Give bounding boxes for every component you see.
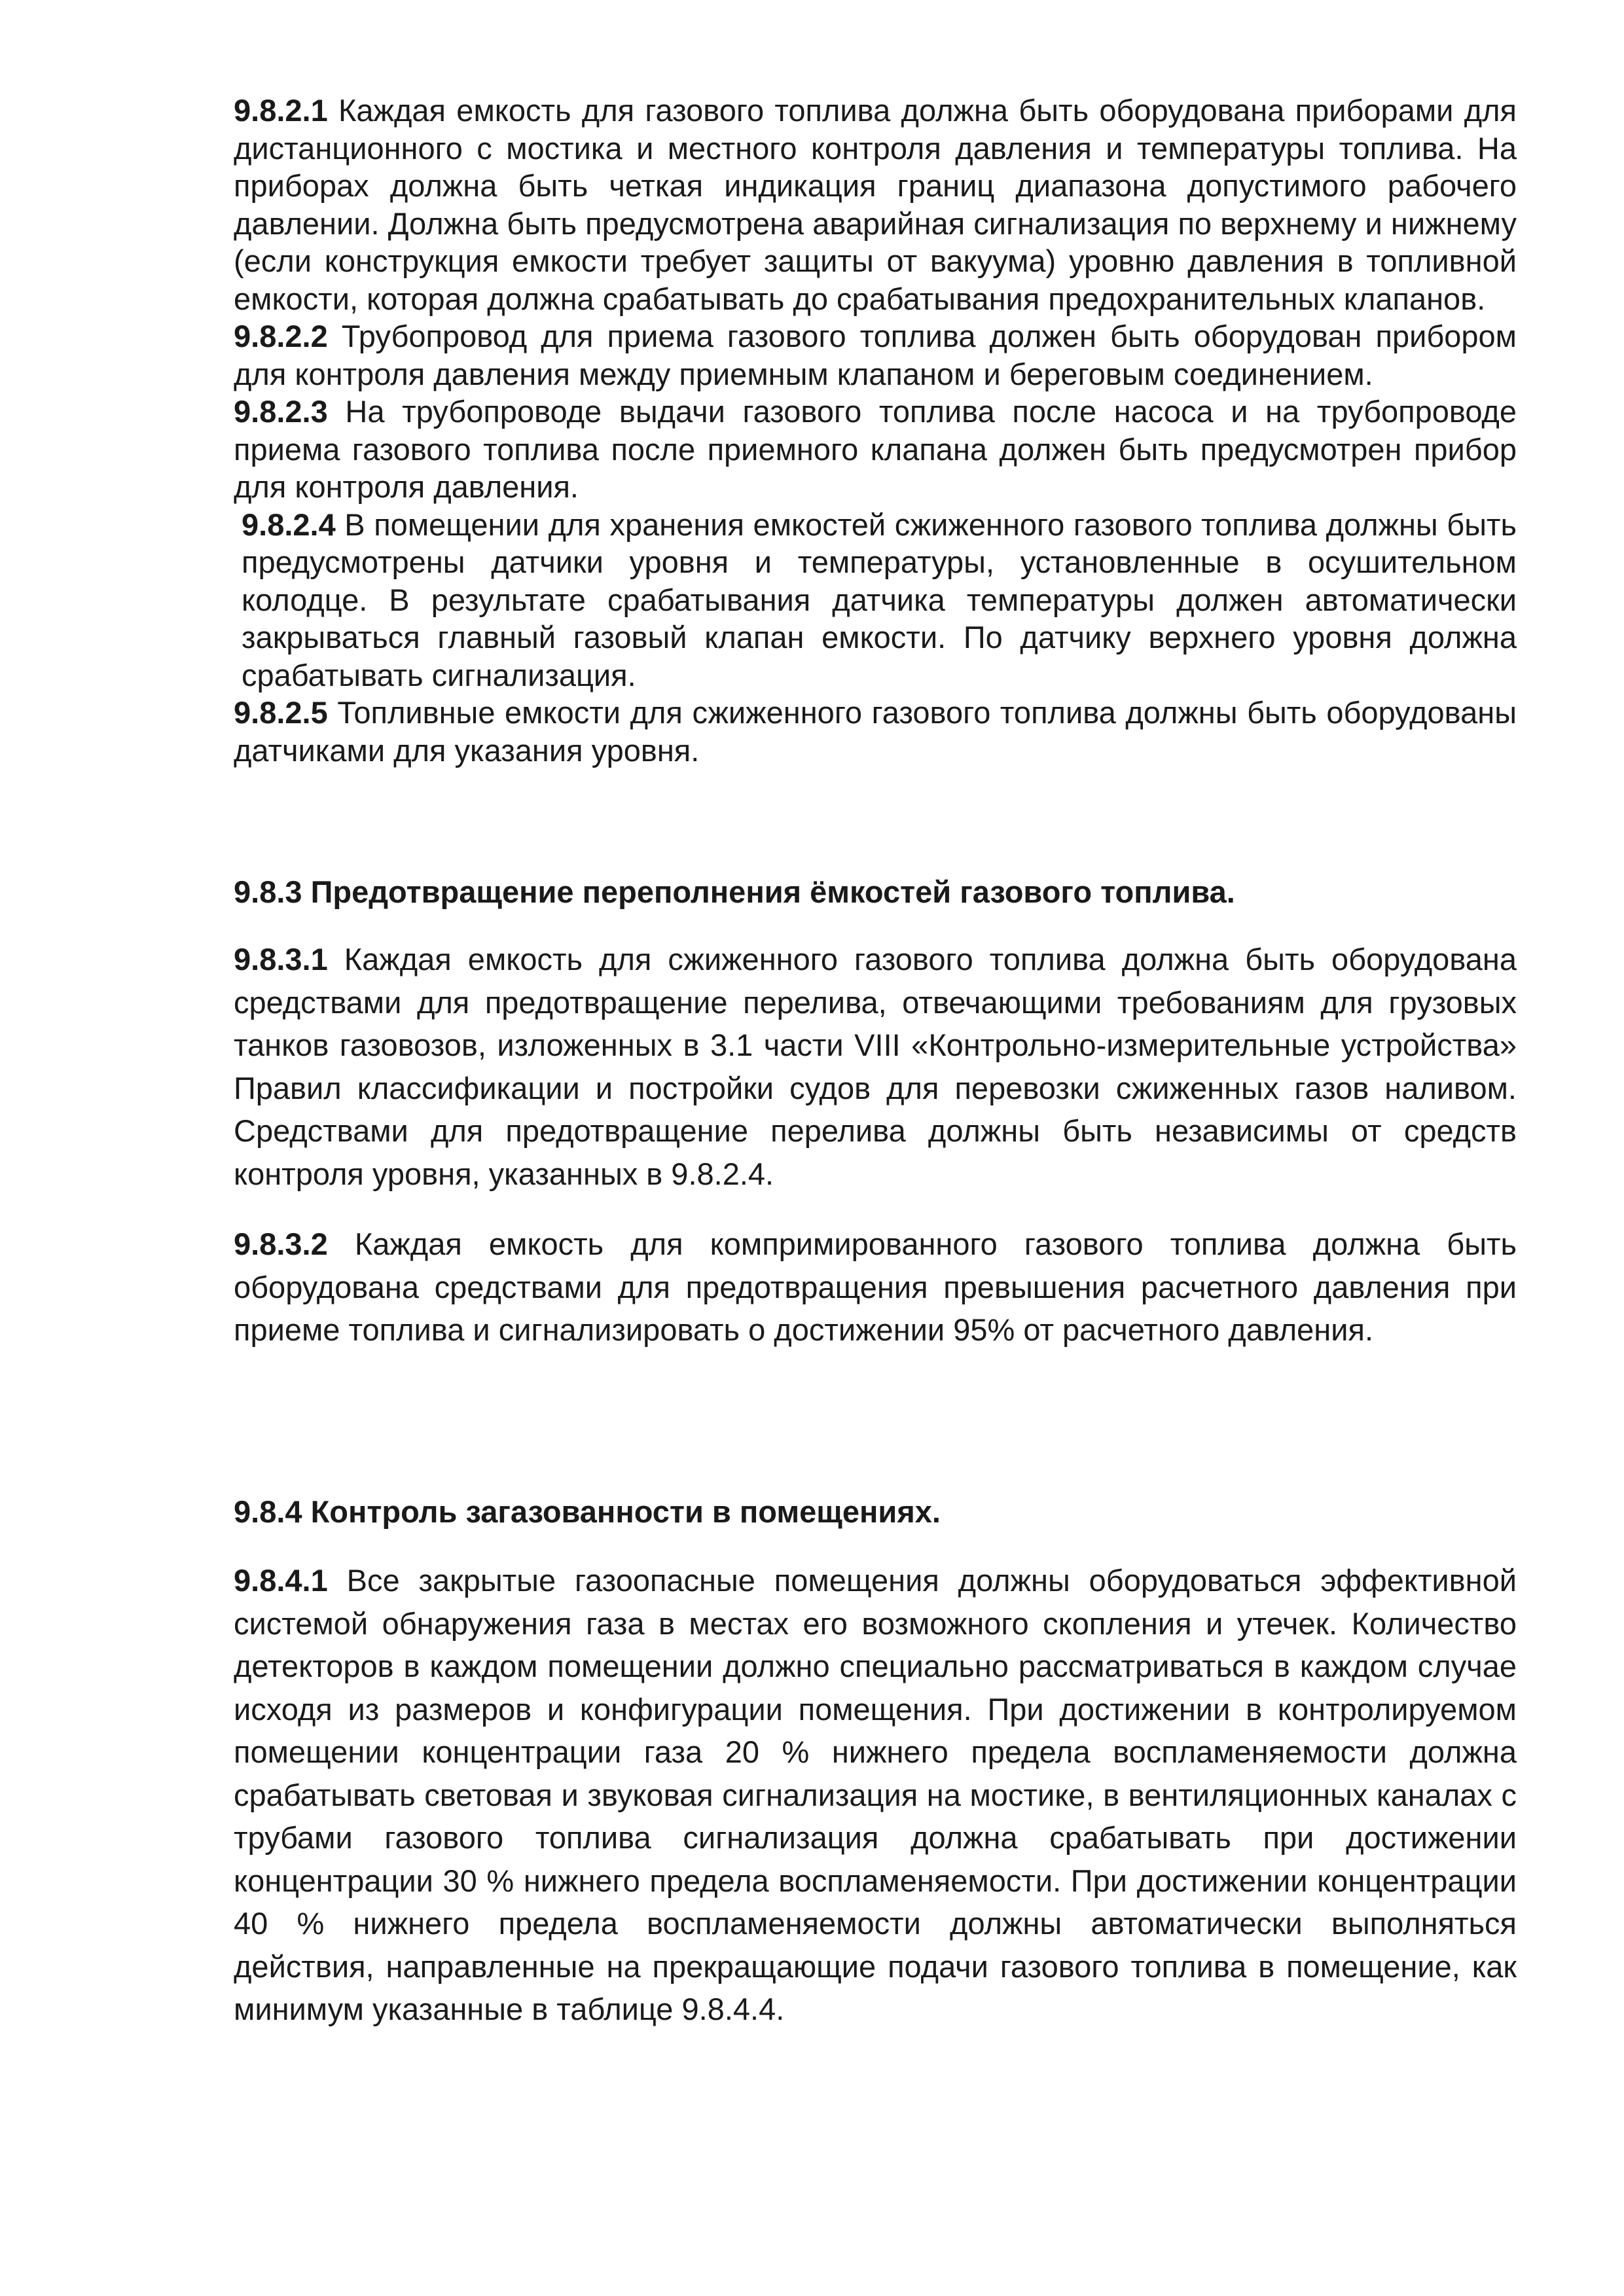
section-9-8-4 xyxy=(234,1492,1517,2031)
clause-text: Топливные емкости для сжиженного газового топлива должны быть оборудованы датчиками для указания уровня. xyxy=(234,695,1517,768)
paragraph-9-8-4-1 xyxy=(234,1559,1517,2031)
clause-text: Трубопровод для приема газового топлива должен быть оборудован прибором для контроля давления между приемным клапаном и береговым соединением. xyxy=(234,319,1517,391)
clause-text: В помещении для хранения емкостей сжиженного газового топлива должны быть предусмотрены датчики уровня и температуры, установленные в осушительном колодце. В результате срабатывания датчика температуры должен автоматически закрываться главный газовый клапан емкости. По датчику верхнего уровня должна срабатывать сигнализация. xyxy=(242,507,1517,692)
section-9-8-2 xyxy=(234,92,1517,769)
clause-number: 9.8.2.4 xyxy=(242,507,336,542)
section-9-8-3 xyxy=(234,872,1517,1352)
section-heading: 9.8.4 Контроль загазованности в помещениях. xyxy=(234,1494,941,1529)
paragraph-9-8-3-1 xyxy=(234,938,1517,1195)
clause-number: 9.8.2.5 xyxy=(234,695,328,730)
paragraph-9-8-2-5 xyxy=(234,694,1517,769)
paragraph-9-8-2-3 xyxy=(234,393,1517,506)
clause-number: 9.8.2.2 xyxy=(234,319,328,353)
clause-number: 9.8.2.3 xyxy=(234,394,328,429)
paragraph-9-8-2-4 xyxy=(234,506,1517,694)
clause-number: 9.8.3.2 xyxy=(234,1227,328,1261)
paragraph-9-8-3-2 xyxy=(234,1223,1517,1352)
clause-number: 9.8.2.1 xyxy=(234,93,328,128)
clause-text: Каждая емкость для газового топлива должна быть оборудована приборами для дистанционного с мостика и местного контроля давления и температуры топлива. На приборах должна быть четкая индикация границ диапазона допустимого рабочего давлении. Должна быть предусмотрена аварийная сигнализация по верхнему и нижнему (если конструкция емкости требует защиты от вакуума) уровню давления в топливной емкости, которая должна срабатывать до срабатывания предохранительных клапанов. xyxy=(234,93,1517,316)
clause-number: 9.8.4.1 xyxy=(234,1563,328,1598)
section-heading: 9.8.3 Предотвращение переполнения ёмкостей газового топлива. xyxy=(234,874,1235,909)
paragraph-9-8-2-2 xyxy=(234,317,1517,393)
clause-number: 9.8.3.1 xyxy=(234,942,328,977)
clause-text: Каждая емкость для сжиженного газового топлива должна быть оборудована средствами для предотвращение перелива, отвечающими требованиям для грузовых танков газовозов, изложенных в 3.1 части VIII «Контрольно-измерительные устройства» Правил классификации и постройки судов для перевозки сжиженных газов наливом. Средствами для предотвращение перелива должны быть независимы от средств контроля уровня, указанных в 9.8.2.4. xyxy=(234,942,1517,1191)
clause-text: На трубопроводе выдачи газового топлива после насоса и на трубопроводе приема газового топлива после приемного клапана должен быть предусмотрен прибор для контроля давления. xyxy=(234,394,1517,504)
clause-text: Каждая емкость для компримированного газового топлива должна быть оборудована средствами для предотвращения превышения расчетного давления при приеме топлива и сигнализировать о достижении 95% от расчетного давления. xyxy=(234,1227,1517,1347)
clause-text: Все закрытые газоопасные помещения должны оборудоваться эффективной системой обнаружения газа в местах его возможного скопления и утечек. Количество детекторов в каждом помещении должно специально рассматриваться в каждом случае исходя из размеров и конфигурации помещения. При достижении в контролируемом помещении концентрации газа 20 % нижнего предела воспламеняемости должна срабатывать световая и звуковая сигнализация на мостике, в вентиляционных каналах с трубами газового топлива сигнализация должна срабатывать при достижении концентрации 30 % нижнего предела воспламеняемости. При достижении концентрации 40 % нижнего предела воспламеняемости должны автоматически выполняться действия, направленные на прекращающие подачи газового топлива в помещение, как минимум указанные в таблице 9.8.4.4. xyxy=(234,1563,1517,2026)
paragraph-9-8-2-1 xyxy=(234,92,1517,317)
